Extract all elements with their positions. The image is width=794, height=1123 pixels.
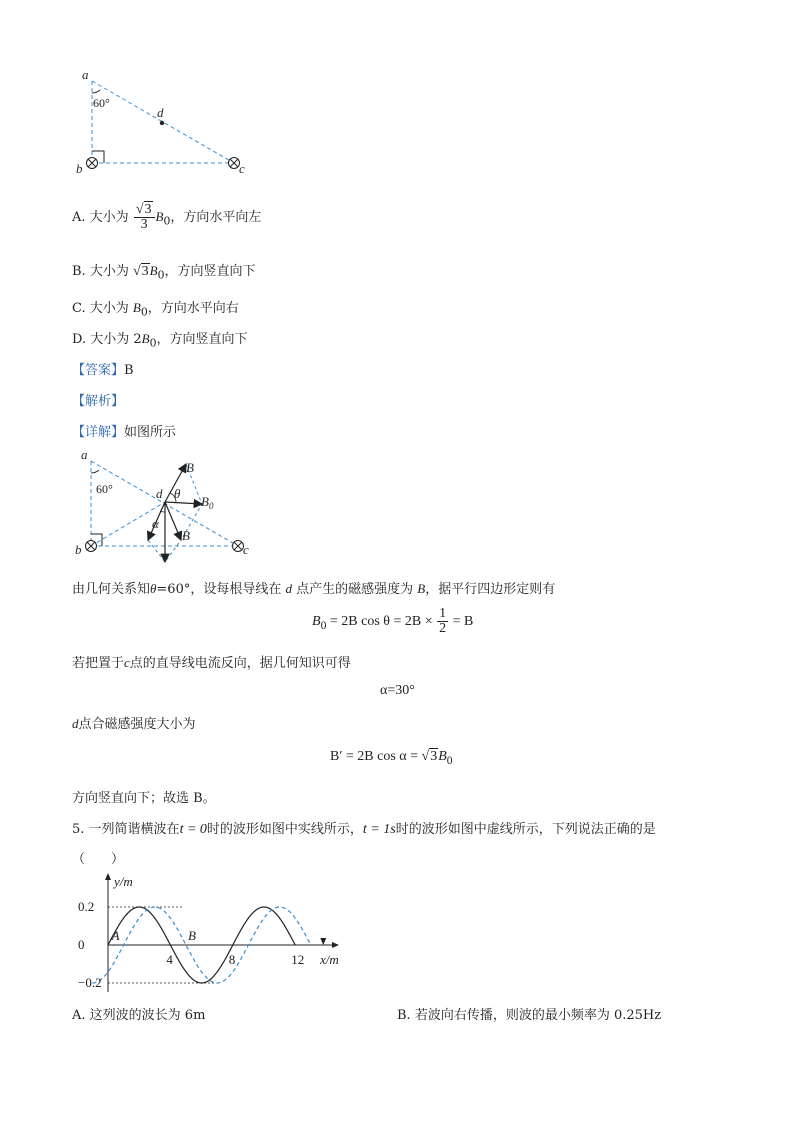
wave-chart [70, 868, 350, 998]
figure-1-geometry [70, 65, 260, 180]
label-a: a [82, 67, 89, 82]
fig2-label-B-top: B [186, 460, 194, 475]
fig2-label-angle: 60° [96, 482, 113, 496]
y-tick-label: 0.2 [78, 899, 95, 914]
x-axis-label: x/m [320, 952, 339, 967]
point-label-B: B [188, 928, 196, 943]
fig2-label-c: c [243, 542, 249, 557]
vector-B-lower [165, 502, 181, 540]
q5-option-b: B. 若波向右传播，则波的最小频率为 0.25Hz [397, 1008, 662, 1023]
answer-line [72, 359, 134, 378]
figure-2-vector-diagram [70, 444, 270, 569]
fig2-label-a: a [81, 447, 88, 462]
question-5-stem: 5. 一列简谐横波在t = 0时的波形如图中实线所示，t = 1s时的波形如图中虚线所示，下列说法正确的是 [72, 822, 656, 837]
x-tick-label: 4 [166, 952, 173, 967]
equation-3: B′ = 2B $\cos \alpha = √3B_0$ [330, 749, 453, 767]
question-5-paren: （ ） [72, 852, 125, 867]
paragraph-geometry: 由几何关系知θ=60°，设每根导线在 d 点产生的磁感强度为 B，据平行四边形定则有 [72, 581, 556, 597]
x-tick-label: 8 [228, 952, 236, 967]
answer-tag: 【答案】 [72, 363, 125, 378]
x-tick-label: 12 [291, 952, 305, 967]
paragraph-conclusion: 方向竖直向下；故选 B。 [72, 791, 216, 806]
y-axis-label: y/m [114, 874, 133, 889]
equation-1: $B_0 = 2B$ cos θ = 2B × $\frac{1}{2}$ = B [312, 606, 474, 637]
answer-value: B [124, 363, 134, 378]
paragraph-reverse: 若把置于c点的直导线电流反向，据几何知识可得 [72, 655, 351, 671]
option-b: B. 大小为 $√3B_0$，方向竖直向下 [72, 263, 256, 282]
wave-direction-mark [320, 938, 326, 945]
y-tick-label: 0 [78, 937, 85, 952]
label-b: b [76, 161, 83, 176]
analysis-tag: 【解析】 [72, 394, 125, 409]
y-tick-label: −0.2 [78, 975, 102, 990]
q5-option-a: A. 这列波的波长为 6m [72, 1008, 206, 1023]
point-label-A: A [111, 928, 120, 943]
fig2-label-b: b [75, 542, 82, 557]
label-c: c [239, 161, 245, 176]
wire-b-icon [86, 541, 97, 552]
fig2-label-B-bottom: B [182, 528, 190, 543]
option-prefix: 大小为 [89, 210, 129, 225]
equation-2: α=30° [380, 683, 415, 698]
wire-c-icon [229, 158, 240, 169]
fig2-label-theta: θ [174, 486, 181, 501]
label-d: d [157, 105, 164, 120]
option-a: A. 大小为 $\frac{√3}{3}$ $B_0$，方向水平向左 [72, 202, 262, 232]
fig2-label-alpha: α [152, 516, 159, 531]
vector-B0 [165, 502, 202, 504]
fig2-label-d: d [156, 486, 163, 501]
option-c: C. 大小为 $B_0$，方向水平向右 [72, 300, 239, 319]
point-d-dot [160, 121, 164, 125]
option-letter: A. [72, 210, 86, 225]
detail-line: 【详解】如图所示 [72, 425, 177, 440]
fig2-label-B0: $B_0$ [201, 494, 214, 511]
wire-b-icon [87, 158, 98, 169]
sqrt3-over-3: $\frac{√3}{3}$ [134, 203, 155, 232]
label-angle: 60° [93, 96, 110, 110]
angle-arc [92, 90, 100, 93]
wire-c-icon [233, 541, 244, 552]
paragraph-magnitude: d点合磁感强度大小为 [72, 716, 196, 732]
option-d: D. 大小为 $2B_0$，方向竖直向下 [72, 331, 248, 350]
